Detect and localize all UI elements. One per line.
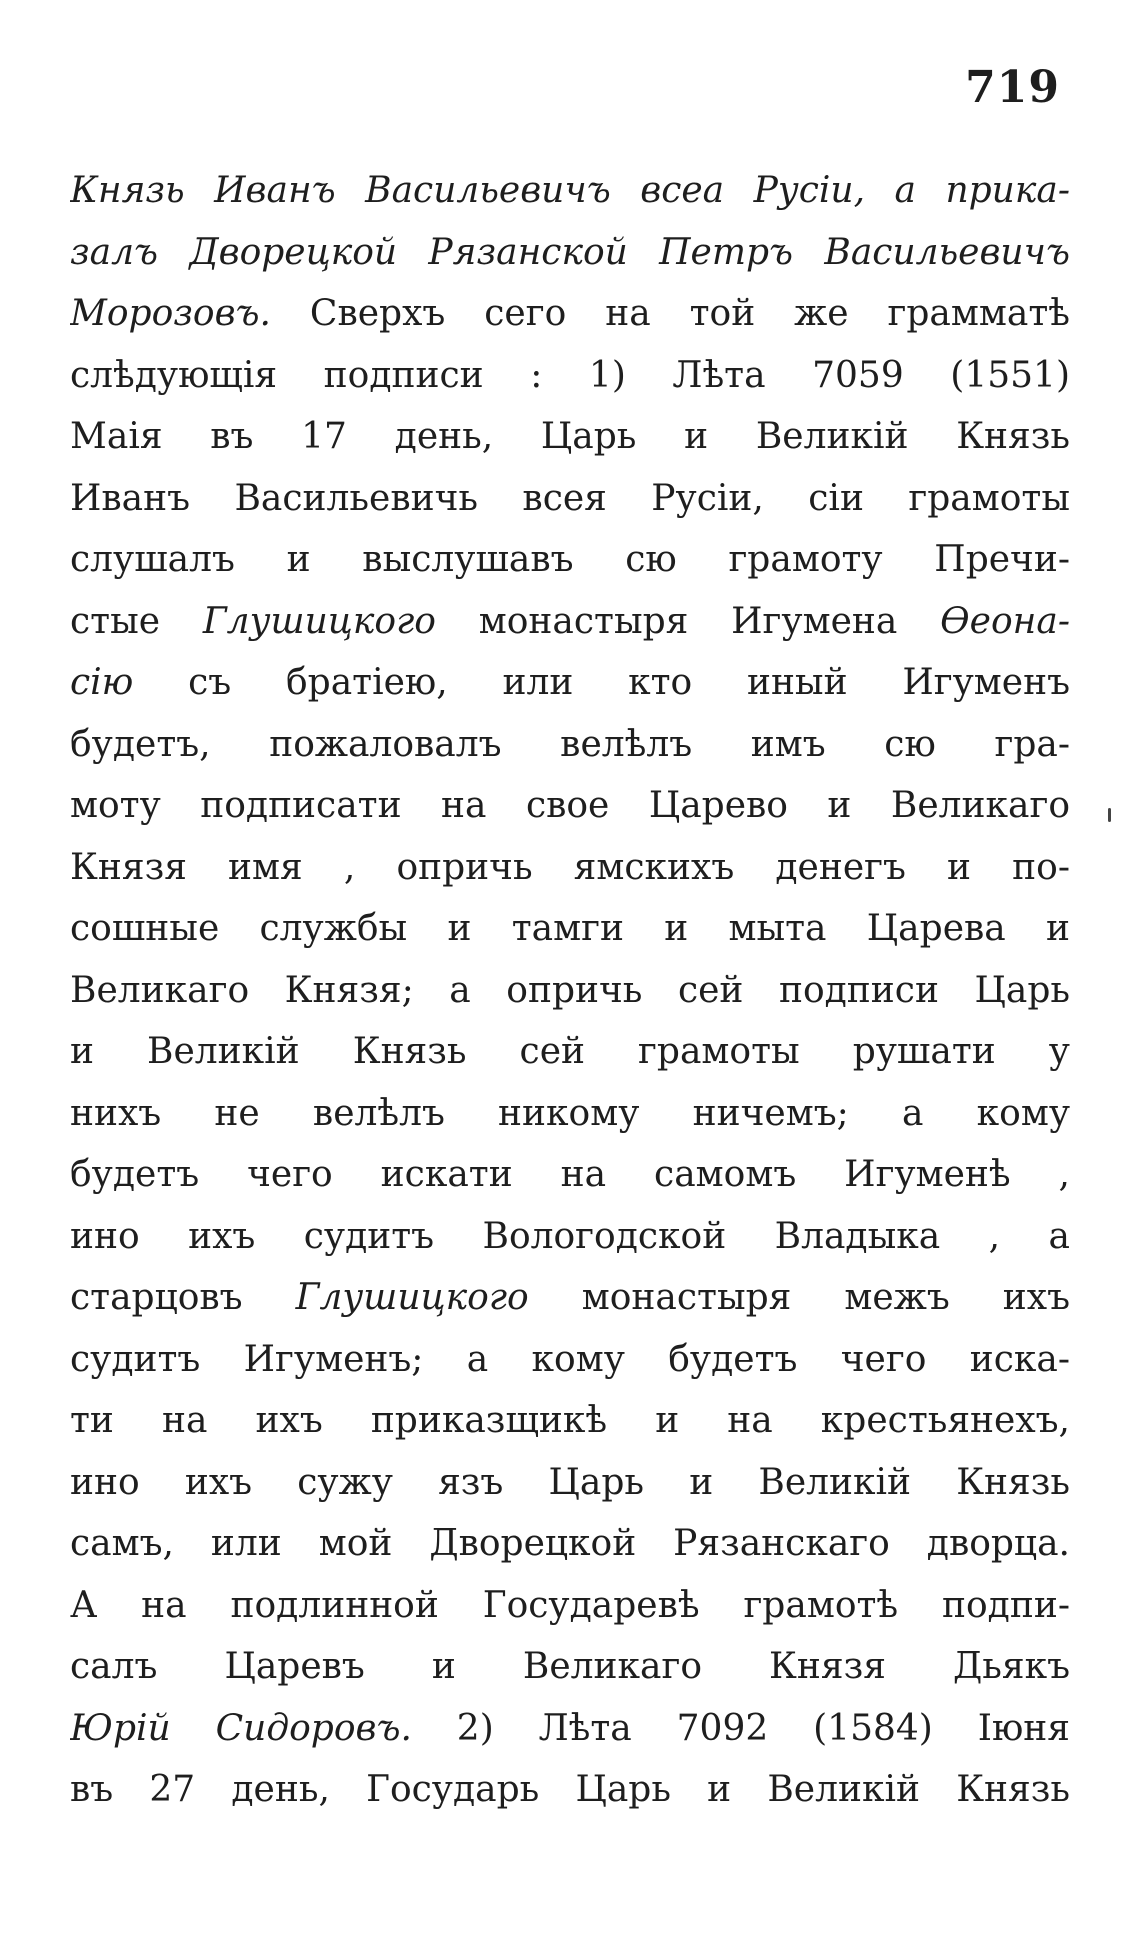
italic-text: Ѳеона- bbox=[940, 600, 1070, 642]
text-segment: и Великiй Князь сей грамоты рушати у bbox=[70, 1031, 1070, 1072]
page-number: 719 bbox=[965, 62, 1060, 113]
text-line bbox=[70, 1329, 1070, 1391]
text-segment: моту подписати на свое Царево и Великаго bbox=[70, 785, 1070, 826]
text-segment: салъ Царевъ и Великаго Князя Дьякъ bbox=[70, 1646, 1070, 1687]
text-line bbox=[70, 222, 1070, 284]
italic-text: Глушицкого bbox=[202, 600, 436, 642]
text-segment: 2) Лѣта 7092 (1584) Iюня bbox=[411, 1707, 1070, 1749]
text-segment: судитъ Игуменъ; а кому будетъ чего иска- bbox=[70, 1338, 1070, 1380]
text-segment: монастыря Игумена bbox=[435, 600, 941, 642]
margin-mark bbox=[1108, 808, 1111, 822]
text-segment: сошные службы и тамги и мыта Царева и bbox=[70, 908, 1070, 949]
text-line bbox=[70, 1513, 1070, 1575]
body-text bbox=[70, 160, 1070, 1821]
text-segment: А на подлинной Государевѣ грамотѣ подпи- bbox=[70, 1584, 1070, 1626]
text-line bbox=[70, 960, 1070, 1022]
text-segment: съ братiею, или кто иный Игуменъ bbox=[133, 662, 1070, 703]
text-segment: монастыря межъ ихъ bbox=[528, 1277, 1070, 1318]
text-line bbox=[70, 1759, 1070, 1821]
text-line bbox=[70, 1636, 1070, 1698]
text-segment: слушалъ и выслушавъ сю грамоту Пречи- bbox=[70, 539, 1070, 580]
text-segment: въ 27 день, Государь Царь и Великiй Князь bbox=[70, 1769, 1070, 1810]
text-segment: слѣдующiя подписи : 1) Лѣта 7059 (1551) bbox=[70, 354, 1070, 396]
text-line bbox=[70, 652, 1070, 714]
text-segment: стые bbox=[70, 600, 203, 642]
text-segment: будетъ, пожаловалъ велѣлъ имъ сю гра- bbox=[70, 723, 1070, 765]
text-segment: ино ихъ судитъ Вологодской Владыка , а bbox=[70, 1215, 1070, 1257]
text-segment: Князя имя , опричь ямскихъ денегъ и по- bbox=[70, 846, 1070, 888]
text-line bbox=[70, 1206, 1070, 1268]
text-line bbox=[70, 1698, 1070, 1760]
text-line bbox=[70, 1390, 1070, 1452]
text-line bbox=[70, 1083, 1070, 1145]
text-line bbox=[70, 1452, 1070, 1514]
text-line bbox=[70, 1021, 1070, 1083]
text-segment: Маiя въ 17 день, Царь и Великiй Князь bbox=[70, 416, 1070, 457]
text-segment: ино ихъ сужу язъ Царь и Великiй Князь bbox=[70, 1461, 1070, 1503]
text-line bbox=[70, 775, 1070, 837]
text-segment: ти на ихъ приказщикѣ и на крестьянехъ, bbox=[70, 1400, 1070, 1441]
text-segment: самъ, или мой Дворецкой Рязанскаго дворца. bbox=[70, 1523, 1070, 1564]
text-line bbox=[70, 406, 1070, 468]
text-line bbox=[70, 898, 1070, 960]
text-line bbox=[70, 714, 1070, 776]
text-line bbox=[70, 591, 1070, 653]
text-line bbox=[70, 529, 1070, 591]
text-line bbox=[70, 345, 1070, 407]
text-segment: Великаго Князя; а опричь сей подписи Царь bbox=[70, 969, 1070, 1011]
text-line bbox=[70, 1144, 1070, 1206]
italic-text: сiю bbox=[70, 662, 134, 703]
text-segment: нихъ не велѣлъ никому ничемъ; а кому bbox=[70, 1092, 1070, 1134]
text-line bbox=[70, 160, 1070, 222]
text-segment: будетъ чего искати на самомъ Игуменѣ , bbox=[70, 1154, 1070, 1195]
text-segment: Сверхъ сего на той же грамматѣ bbox=[270, 293, 1070, 334]
text-line bbox=[70, 1267, 1070, 1329]
italic-text: залъ Дворецкой Рязанской Петръ Васильевичъ bbox=[70, 231, 1070, 273]
text-segment: Иванъ Васильевичь всея Русiи, сiи грамоты bbox=[70, 477, 1070, 519]
text-line bbox=[70, 837, 1070, 899]
italic-text: Князь Иванъ Васильевичъ всеа Русiи, а прика- bbox=[70, 170, 1070, 211]
text-line bbox=[70, 468, 1070, 530]
italic-text: Юрiй Сидоровъ. bbox=[70, 1707, 412, 1749]
text-line bbox=[70, 283, 1070, 345]
text-segment: старцовъ bbox=[70, 1277, 296, 1318]
text-line bbox=[70, 1575, 1070, 1637]
italic-text: Глушицкого bbox=[295, 1277, 529, 1318]
italic-text: Морозовъ. bbox=[70, 293, 271, 334]
